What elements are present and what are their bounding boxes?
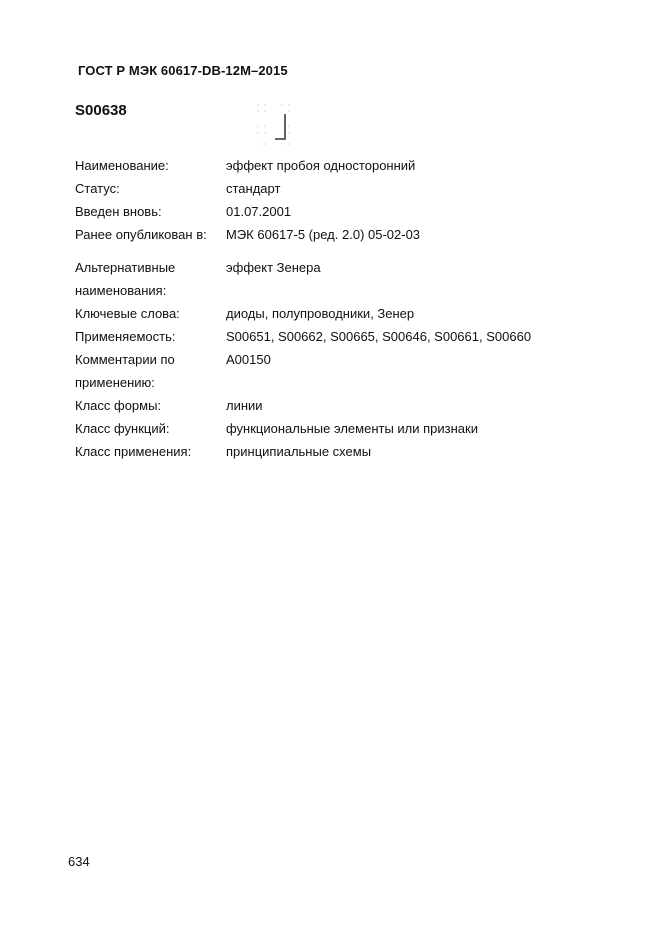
field-label: Класс формы: [75, 398, 162, 413]
field-value: 01.07.2001 [226, 204, 292, 219]
field-value: A00150 [226, 352, 271, 367]
field-row-function-class [75, 417, 595, 440]
spacer [75, 246, 595, 256]
field-label: Применяемость: [75, 329, 176, 344]
field-row-shape-class [75, 394, 595, 417]
field-label: Ключевые слова: [75, 306, 180, 321]
field-value: эффект Зенера [226, 260, 321, 275]
field-value: линии [226, 398, 263, 413]
field-row-introduced [75, 200, 595, 223]
field-label: Статус: [75, 181, 120, 196]
breakdown-effect-symbol-icon [255, 102, 297, 148]
field-row-alt-names-cont [75, 279, 595, 302]
field-row-keywords [75, 302, 595, 325]
field-label: Класс функций: [75, 421, 170, 436]
field-label: Комментарии по [75, 352, 175, 367]
field-row-application-class [75, 440, 595, 463]
field-row-name [75, 154, 595, 177]
field-value: стандарт [226, 181, 281, 196]
field-value [226, 371, 595, 394]
field-value: эффект пробоя односторонний [226, 158, 416, 173]
document-header: ГОСТ Р МЭК 60617-DB-12M–2015 [78, 63, 288, 78]
field-label: Альтернативные [75, 260, 176, 275]
field-value: функциональные элементы или признаки [226, 421, 478, 436]
field-value: диоды, полупроводники, Зенер [226, 306, 415, 321]
field-row-applicability [75, 325, 595, 348]
field-row-alt-names [75, 256, 595, 279]
field-label: наименования: [75, 283, 167, 298]
field-value: S00651, S00662, S00665, S00646, S00661, S00660 [226, 329, 532, 344]
field-label: Класс применения: [75, 444, 192, 459]
symbol-code: S00638 [75, 102, 127, 119]
field-label: Ранее опубликован в: [75, 227, 207, 242]
field-value: принципиальные схемы [226, 444, 372, 459]
field-label: Наименование: [75, 158, 169, 173]
field-row-application-notes [75, 348, 595, 371]
field-row-application-notes-cont [75, 371, 595, 394]
symbol-properties [75, 154, 595, 463]
field-label: применению: [75, 375, 155, 390]
field-row-status [75, 177, 595, 200]
page-number: 634 [68, 854, 90, 869]
field-value: МЭК 60617-5 (ред. 2.0) 05-02-03 [226, 227, 421, 242]
field-value [226, 279, 595, 302]
field-label: Введен вновь: [75, 204, 162, 219]
field-row-previously-published [75, 223, 595, 246]
